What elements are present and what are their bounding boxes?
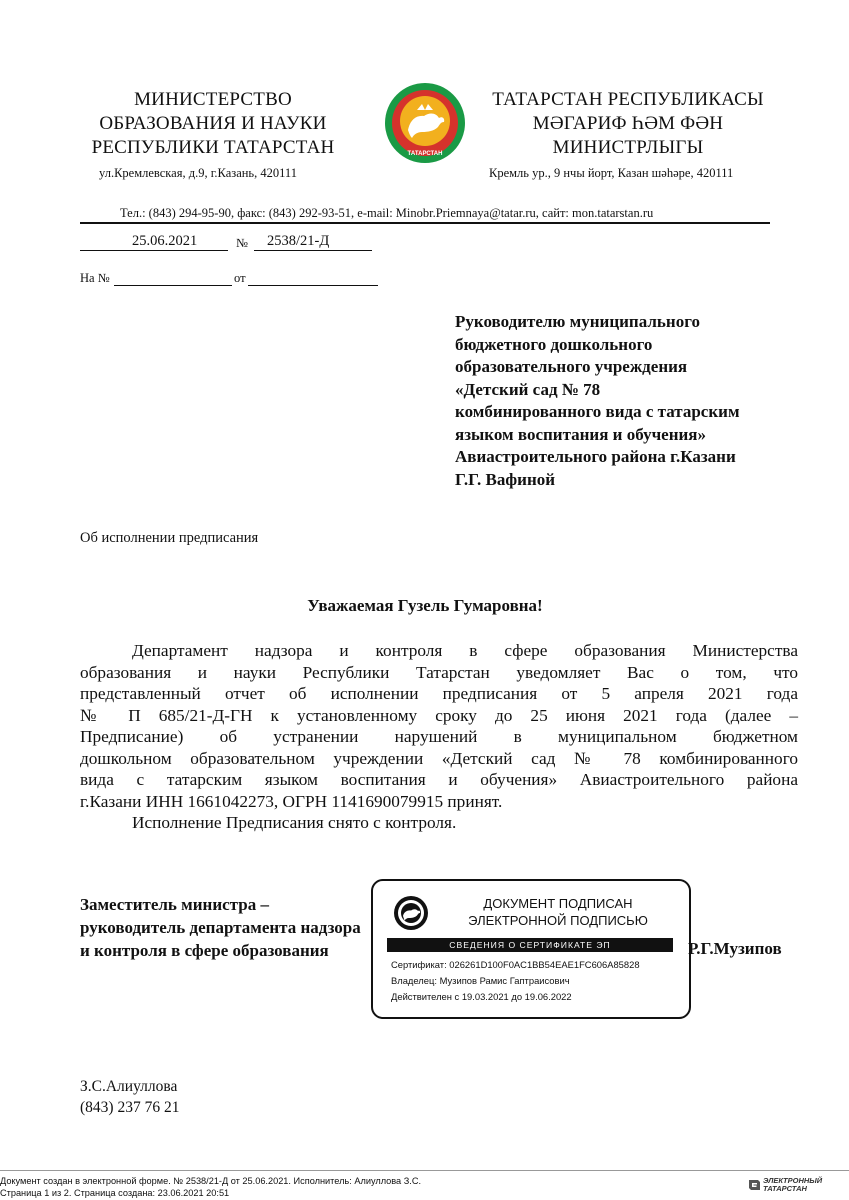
- emblem-ring-text: ТАТАРСТАН: [407, 151, 443, 157]
- contacts-line: Тел.: (843) 294-95-90, факс: (843) 292-93-51, e-mail: Minobr.Priemnaya@tatar.ru, сайт: mon.tatarstan.ru: [120, 206, 654, 220]
- recipient-line: «Детский сад № 78: [455, 379, 601, 399]
- reference-label: На №: [80, 271, 110, 285]
- reference-number-underline: [114, 285, 232, 286]
- footer-divider: [0, 1170, 849, 1171]
- executor-phone: (843) 237 76 21: [80, 1099, 180, 1116]
- registration-number-sign: №: [236, 236, 248, 250]
- recipient-line: образовательного учреждения: [455, 357, 688, 376]
- reference-date-underline: [248, 285, 378, 286]
- ministry-name-ru-line: РЕСПУБЛИКИ ТАТАРСТАН: [91, 137, 335, 158]
- body-line: представленный отчет об исполнении предписания от 5 апреля 2021 года: [80, 684, 798, 703]
- stamp-owner: Владелец: Музипов Рамис Гаптраисович: [391, 975, 570, 986]
- stamp-title-line: ЭЛЕКТРОННОЙ ПОДПИСЬЮ: [468, 913, 648, 928]
- recipient-line: Г.Г. Вафиной: [455, 469, 556, 489]
- stamp-title: [443, 895, 673, 929]
- body-line: образования и науки Республики Татарстан уведомляет Вас о том, что: [80, 662, 798, 682]
- footer-line-2: Страница 1 из 2. Страница создана: 23.06.2021 20:51: [0, 1188, 230, 1198]
- greeting: Уважаемая Гузель Гумаровна!: [307, 596, 543, 615]
- ministry-name-ru-line: ОБРАЗОВАНИЯ И НАУКИ: [99, 113, 327, 134]
- recipient-block: [455, 311, 815, 491]
- subject-line: Об исполнении предписания: [80, 530, 259, 546]
- body-line: дошкольном образовательном учреждении «Детский сад № 78 комбинированного: [80, 748, 798, 768]
- signatory-title: [80, 893, 420, 962]
- body-line: г.Казани ИНН 1661042273, ОГРН 1141690079915 принят.: [80, 791, 503, 811]
- ministry-name-ru: [78, 88, 348, 160]
- emblem-icon: [384, 82, 466, 164]
- emblem-icon: [393, 895, 429, 931]
- stamp-emblem: [393, 895, 429, 931]
- footer-line-1: Документ создан в электронной форме. № 2538/21-Д от 25.06.2021. Исполнитель: Алиуллова З.С.: [0, 1176, 422, 1186]
- stamp-validity: Действителен с 19.03.2021 до 19.06.2022: [391, 991, 572, 1002]
- signatory-name: Р.Г.Музипов: [688, 939, 782, 958]
- body-line: Предписание) об устранении нарушений в муниципальном бюджетном: [80, 727, 798, 746]
- recipient-line: Руководителю муниципального: [455, 312, 700, 331]
- body-line: вида с татарским языком воспитания и обучения» Авиастроительного района: [80, 770, 798, 789]
- registration-date: 25.06.2021: [132, 233, 198, 249]
- ministry-name-tt-line: МИНИСТРЛЫГЫ: [552, 137, 704, 158]
- electronic-signature-stamp: [371, 879, 691, 1019]
- ministry-name-ru-line: МИНИСТЕРСТВО: [134, 89, 292, 110]
- reference-from-label: от: [234, 271, 246, 285]
- header-divider: [80, 222, 770, 224]
- ministry-address-ru: ул.Кремлевская, д.9, г.Казань, 420111: [99, 166, 297, 180]
- recipient-line: комбинированного вида с татарским: [455, 402, 740, 421]
- recipient-line: бюджетного дошкольного: [455, 334, 653, 354]
- ministry-address-tt: Кремль ур., 9 нчы йорт, Казан шәһәре, 420111: [489, 166, 734, 180]
- body-line: Департамент надзора и контроля в сфере образования Министерства: [132, 641, 798, 660]
- number-underline: [254, 250, 372, 251]
- recipient-line: Авиастроительного района г.Казани: [455, 447, 736, 466]
- electronic-tatarstan-brand: [763, 1177, 822, 1193]
- ministry-name-tt-line: ТАТАРСТАН РЕСПУБЛИКАСЫ: [492, 89, 764, 110]
- stamp-certificate: Сертификат: 026261D100F0AC1BB54EAE1FC606A85828: [391, 959, 640, 970]
- tatarstan-emblem: [384, 82, 466, 164]
- signatory-title-line: Заместитель министра –: [80, 895, 269, 914]
- signatory-title-line: руководитель департамента надзора: [80, 918, 361, 937]
- stamp-certificate-header: СВЕДЕНИЯ О СЕРТИФИКАТЕ ЭП: [387, 938, 673, 952]
- stamp-title-line: ДОКУМЕНТ ПОДПИСАН: [483, 896, 633, 911]
- letter-body: [80, 640, 798, 834]
- body-line: № П 685/21-Д-ГН к установленному сроку до 25 июня 2021 года (далее –: [80, 705, 798, 725]
- ministry-name-tt-line: МӘГАРИФ ҺӘМ ФӘН: [532, 113, 724, 134]
- executor-name: З.С.Алиуллова: [80, 1078, 178, 1095]
- signatory-title-line: и контроля в сфере образования: [80, 941, 329, 960]
- body-paragraph-2: Исполнение Предписания снято с контроля.: [132, 813, 457, 832]
- brand-line: ТАТАРСТАН: [763, 1184, 807, 1193]
- recipient-line: языком воспитания и обучения»: [455, 424, 706, 444]
- electronic-tatarstan-logo-icon: [748, 1178, 761, 1192]
- registration-number: 2538/21-Д: [267, 233, 330, 249]
- brand-line: ЭЛЕКТРОННЫЙ: [763, 1176, 823, 1185]
- date-underline: [80, 250, 228, 251]
- ministry-name-tt: [478, 88, 778, 160]
